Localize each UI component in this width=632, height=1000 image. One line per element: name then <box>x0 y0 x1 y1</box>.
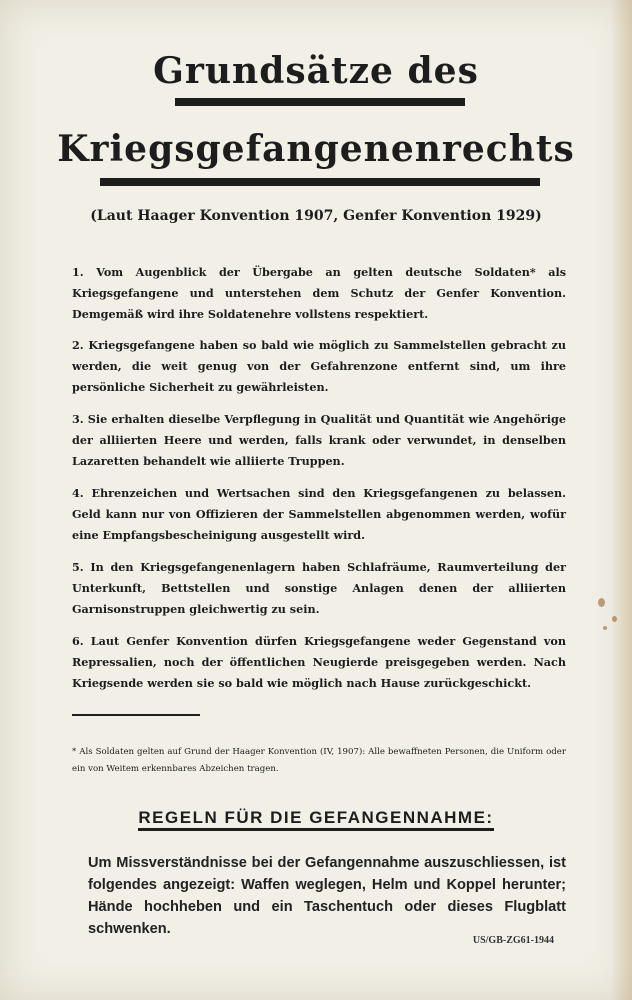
rules-heading <box>0 808 632 828</box>
title-line-1: Grundsätze des <box>153 50 479 92</box>
stain-mark <box>598 598 605 607</box>
paragraph-6: 6. Laut Genfer Konvention dürfen Kriegsgefangene weder Gegenstand von Repressalien, noch der öffentlichen Neugierde preisgegeben werden. Nach Kriegsende werden sie so bald wie möglich nach Hause zurückgeschickt. <box>72 634 566 690</box>
paragraph-5: 5. In den Kriegsgefangenenlagern haben Schlafräume, Raumverteilung der Unterkunft, Bettstellen und sonstige Anlagen denen der alliierten Garnisonstruppen gleichwertig zu sein. <box>72 560 566 616</box>
footnote-divider <box>72 714 200 716</box>
paragraph-1: 1. Vom Augenblick der Übergabe an gelten deutsche Soldaten* als Kriegsgefangene und unterstehen dem Schutz der Genfer Konvention. Demgemäß wird ihre Soldatenehre vollstens respektiert. <box>72 265 566 321</box>
title-underline-2 <box>100 178 540 186</box>
rules-text: Um Missverständnisse bei der Gefangennahme auszuschliessen, ist folgendes angezeigt: Waffen weglegen, Helm und Koppel herunter; Hände hochheben und ein Taschentuch oder dieses Flugblatt schwenken. <box>88 855 566 937</box>
rules-heading-text: REGELN FÜR DIE GEFANGENNAHME: <box>138 808 493 831</box>
stain-mark <box>603 626 607 630</box>
paragraph-4: 4. Ehrenzeichen und Wertsachen sind den Kriegsgefangenen zu belassen. Geld kann nur von Offizieren der Sammelstellen abgenommen werden, wofür eine Empfangsbescheinigung ausgestellt wird. <box>72 486 566 542</box>
paragraph-2: 2. Kriegsgefangene haben so bald wie möglich zu Sammelstellen gebracht zu werden, die weit genug von der Gefahrenzone entfernt sind, um ihre persönliche Sicherheit zu gewährleisten. <box>72 338 566 394</box>
paragraph-3: 3. Sie erhalten dieselbe Verpflegung in Qualität und Quantität wie Angehörige der alliierten Heere und werden, falls krank oder verwundet, in denselben Lazaretten behandelt wie alliierte Truppen. <box>72 412 566 468</box>
stain-mark <box>612 616 617 622</box>
title-line-2: Kriegsgefangenenrechts <box>57 128 575 170</box>
title-underline-1 <box>175 98 465 106</box>
footnote: * Als Soldaten gelten auf Grund der Haager Konvention (IV, 1907): Alle bewaffneten Personen, die Uniform oder ein von Weitem erkennbares Abzeichen tragen. <box>72 747 566 774</box>
leaflet-code: US/GB-ZG61-1944 <box>472 935 554 946</box>
subtitle: (Laut Haager Konvention 1907, Genfer Konvention 1929) <box>90 208 542 224</box>
